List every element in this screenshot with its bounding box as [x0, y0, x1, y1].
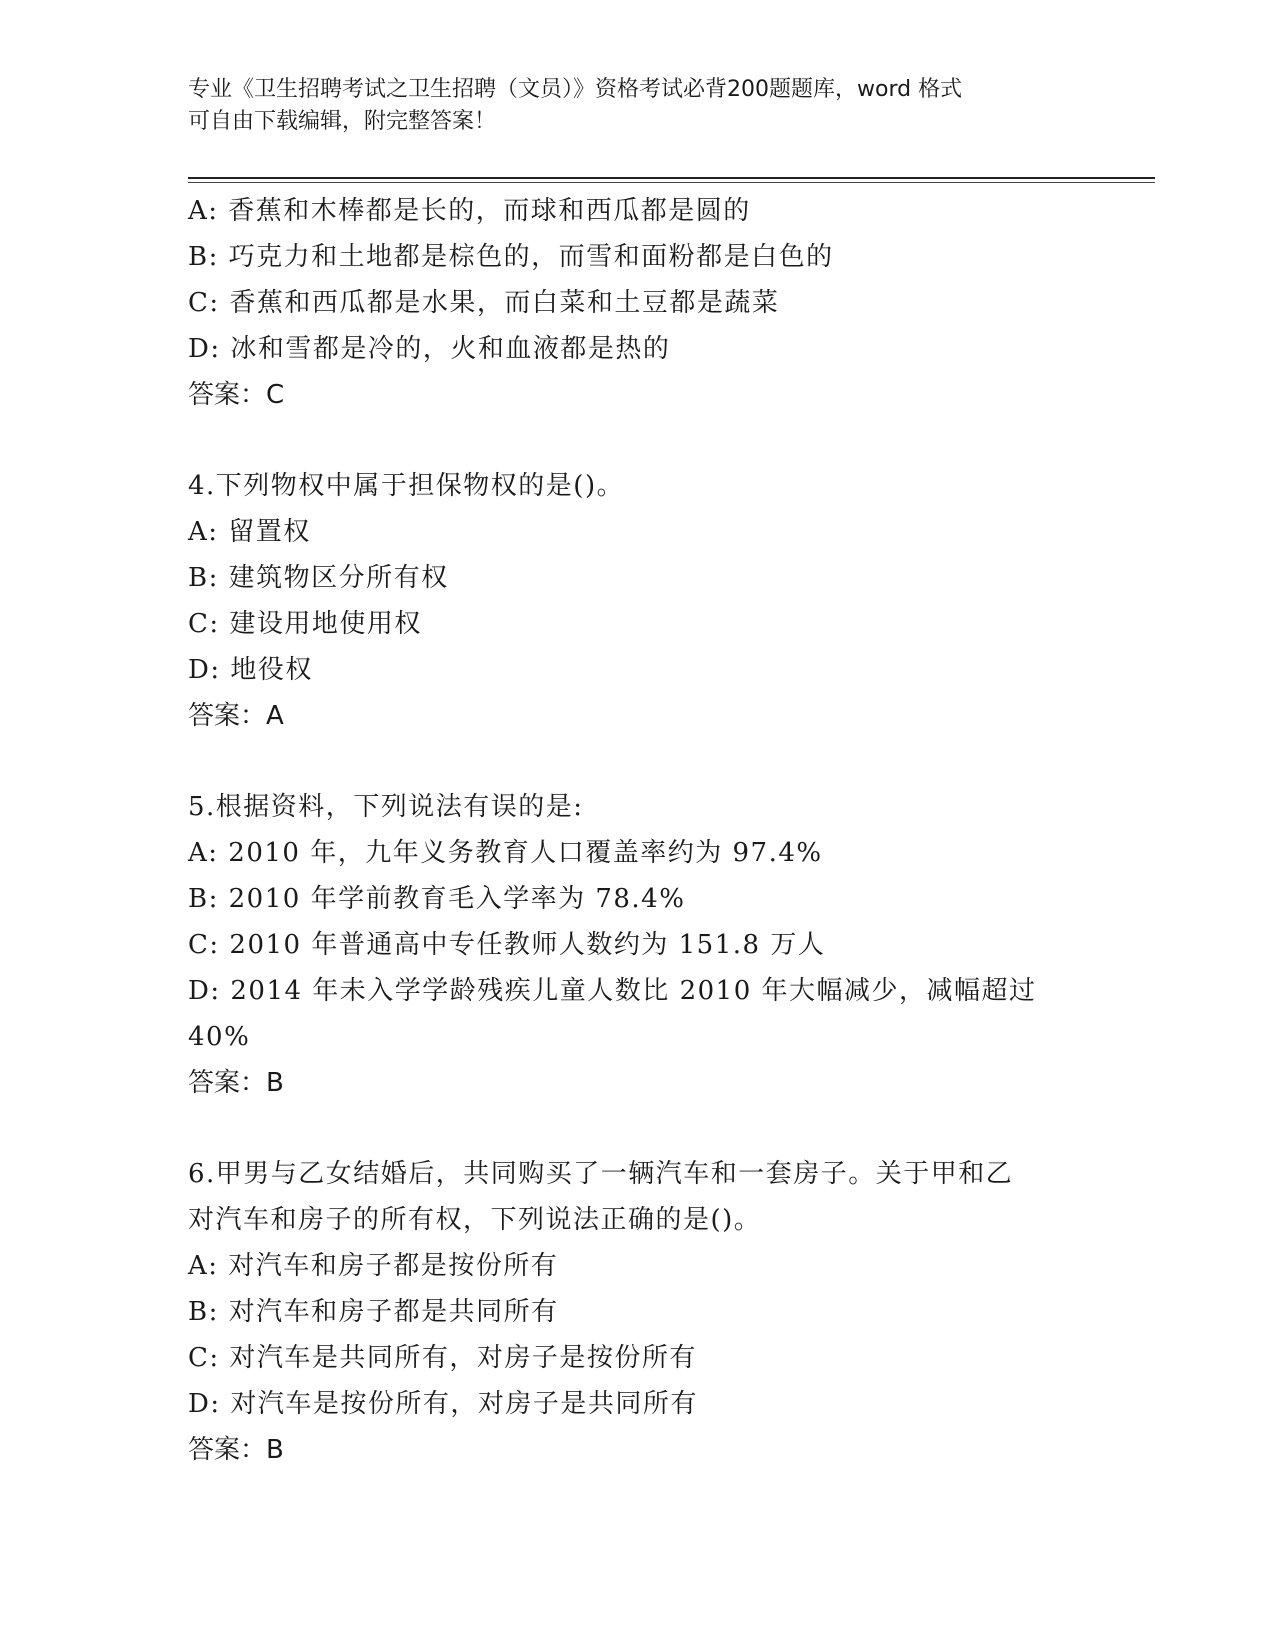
option-d-continued: 40%	[188, 1022, 251, 1052]
question-list	[188, 188, 1088, 1473]
question-stem: 4.下列物权中属于担保物权的是()。	[188, 471, 625, 501]
spacer	[188, 739, 1088, 784]
answer-line: 答案：B	[188, 1435, 284, 1465]
document-header	[188, 74, 1068, 138]
question-6	[188, 1151, 1088, 1473]
option-c: C: 对汽车是共同所有，对房子是按份所有	[188, 1343, 697, 1373]
option-c: C: 2010 年普通高中专任教师人数约为 151.8 万人	[188, 930, 826, 960]
option-a: A: 香蕉和木棒都是长的，而球和西瓜都是圆的	[188, 196, 751, 226]
option-b: B: 2010 年学前教育毛入学率为 78.4%	[188, 884, 686, 914]
option-d: D: 冰和雪都是冷的，火和血液都是热的	[188, 334, 671, 364]
option-c: C: 建设用地使用权	[188, 609, 422, 639]
question-5	[188, 784, 1088, 1106]
option-c: C: 香蕉和西瓜都是水果，而白菜和土豆都是蔬菜	[188, 288, 780, 318]
header-line-1: 专业《卫生招聘考试之卫生招聘（文员）》资格考试必背200题题库，word 格式	[188, 77, 963, 102]
question-stem: 5.根据资料，下列说法有误的是:	[188, 792, 584, 822]
answer-line: 答案：A	[188, 701, 284, 731]
option-d: D: 地役权	[188, 655, 313, 685]
spacer	[188, 418, 1088, 463]
option-a: A: 对汽车和房子都是按份所有	[188, 1251, 559, 1281]
option-b: B: 对汽车和房子都是共同所有	[188, 1297, 559, 1327]
question-stem: 6.甲男与乙女结婚后，共同购买了一辆汽车和一套房子。关于甲和乙	[188, 1159, 1014, 1189]
option-b: B: 建筑物区分所有权	[188, 563, 449, 593]
question-4	[188, 463, 1088, 739]
question-3	[188, 188, 1088, 418]
header-divider-thick	[188, 177, 1155, 179]
option-a: A: 留置权	[188, 517, 311, 547]
header-line-2: 可自由下载编辑，附完整答案！	[188, 109, 497, 134]
option-d: D: 对汽车是按份所有，对房子是共同所有	[188, 1389, 698, 1419]
option-a: A: 2010 年，九年义务教育人口覆盖率约为 97.4%	[188, 838, 823, 868]
answer-line: 答案：C	[188, 380, 285, 410]
option-d: D: 2014 年未入学学龄残疾儿童人数比 2010 年大幅减少，减幅超过	[188, 976, 1037, 1006]
question-stem-continued: 对汽车和房子的所有权，下列说法正确的是()。	[188, 1205, 762, 1235]
header-divider-thin	[188, 182, 1155, 183]
answer-line: 答案：B	[188, 1068, 284, 1098]
spacer	[188, 1106, 1088, 1151]
option-b: B: 巧克力和土地都是棕色的，而雪和面粉都是白色的	[188, 242, 834, 272]
